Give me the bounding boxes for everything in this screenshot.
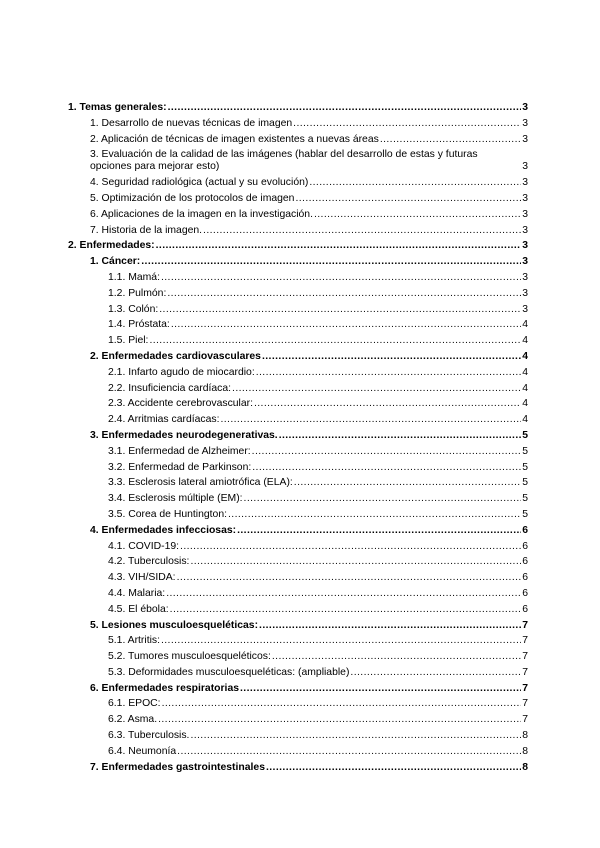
toc-entry-title: 7. Enfermedades gastrointestinales bbox=[90, 761, 265, 773]
toc-entry[interactable] bbox=[68, 177, 528, 189]
dot-leader bbox=[159, 304, 521, 316]
toc-entry-title: 1. Cáncer: bbox=[90, 256, 141, 268]
dot-leader bbox=[252, 446, 522, 458]
dot-leader bbox=[266, 762, 521, 774]
dot-leader bbox=[279, 430, 522, 442]
dot-leader bbox=[168, 102, 522, 114]
toc-entry-page-number: 4 bbox=[522, 335, 528, 347]
toc-entry-page-number: 5 bbox=[522, 508, 528, 520]
toc-entry-page-number: 3 bbox=[522, 177, 528, 189]
toc-entry-page-number: 6 bbox=[522, 524, 528, 536]
toc-entry[interactable] bbox=[68, 225, 528, 237]
toc-entry-page-number: 5 bbox=[522, 445, 528, 457]
dot-leader bbox=[177, 572, 522, 584]
toc-entry[interactable] bbox=[68, 730, 528, 742]
dot-leader bbox=[293, 118, 521, 130]
toc-entry-title: 4.4. Malaria: bbox=[108, 587, 166, 599]
toc-entry-title: 6.4. Neumonía bbox=[108, 745, 177, 757]
toc-entry-title: 1.5. Piel: bbox=[108, 335, 149, 347]
dot-leader bbox=[161, 635, 521, 647]
dot-leader bbox=[244, 493, 522, 505]
toc-entry-page-number: 4 bbox=[522, 398, 528, 410]
toc-entry[interactable] bbox=[68, 620, 528, 632]
toc-entry[interactable] bbox=[68, 319, 528, 331]
toc-entry-page-number: 3 bbox=[522, 287, 528, 299]
toc-entry-page-number: 3 bbox=[522, 271, 528, 283]
toc-entry[interactable] bbox=[68, 762, 528, 774]
dot-leader bbox=[309, 177, 521, 189]
toc-entry-title: 1.1. Mamá: bbox=[108, 271, 160, 283]
toc-entry-title: 3.1. Enfermedad de Alzheimer: bbox=[108, 445, 251, 457]
toc-entry-page-number: 5 bbox=[522, 429, 528, 441]
dot-leader bbox=[228, 509, 521, 521]
toc-entry[interactable] bbox=[68, 118, 528, 130]
toc-entry-page-number: 6 bbox=[522, 603, 528, 615]
toc-entry-title: 2.3. Accidente cerebrovascular: bbox=[108, 398, 253, 410]
dot-leader bbox=[220, 414, 521, 426]
toc-entry[interactable] bbox=[68, 746, 528, 758]
toc-entry-title: 3.3. Esclerosis lateral amiotrófica (ELA): bbox=[108, 477, 293, 489]
toc-entry[interactable] bbox=[68, 335, 528, 347]
toc-entry-page-number: 8 bbox=[522, 745, 528, 757]
toc-entry[interactable] bbox=[68, 272, 528, 284]
toc-entry-page-number: 4 bbox=[522, 414, 528, 426]
toc-entry-title: 2.4. Arritmias cardíacas: bbox=[108, 414, 220, 426]
dot-leader bbox=[141, 256, 521, 268]
toc-entry-page-number: 5 bbox=[522, 461, 528, 473]
table-of-contents bbox=[68, 102, 528, 777]
toc-entry[interactable] bbox=[68, 572, 528, 584]
toc-entry-page-number: 7 bbox=[522, 714, 528, 726]
dot-leader bbox=[254, 398, 521, 410]
toc-entry-title: 5.2. Tumores musculoesqueléticos: bbox=[108, 651, 271, 663]
dot-leader bbox=[259, 620, 521, 632]
toc-entry-title: 4.1. COVID-19: bbox=[108, 540, 180, 552]
toc-entry-title: 1. Temas generales: bbox=[68, 102, 167, 113]
toc-entry-page-number: 7 bbox=[522, 682, 528, 694]
dot-leader bbox=[190, 556, 521, 568]
toc-entry-title: 6.3. Tuberculosis. bbox=[108, 730, 190, 742]
toc-entry-page-number: 4 bbox=[522, 382, 528, 394]
dot-leader bbox=[294, 477, 521, 489]
toc-entry-title: 5. Optimización de los protocolos de imagen bbox=[90, 192, 295, 204]
dot-leader bbox=[295, 193, 521, 205]
toc-entry[interactable] bbox=[68, 288, 528, 300]
toc-entry[interactable] bbox=[68, 304, 528, 316]
toc-entry[interactable] bbox=[68, 367, 528, 379]
toc-entry-page-number: 3 bbox=[522, 161, 528, 173]
toc-entry-title: 1.4. Próstata: bbox=[108, 319, 170, 331]
toc-entry-page-number: 7 bbox=[522, 698, 528, 710]
toc-entry-title: 3. Evaluación de la calidad de las imágenes (hablar del desarrollo de estas y futuras opciones para mejorar esto) bbox=[90, 149, 478, 173]
toc-entry[interactable] bbox=[68, 240, 528, 252]
toc-entry-page-number: 7 bbox=[522, 666, 528, 678]
toc-entry-title: 2.1. Infarto agudo de miocardio: bbox=[108, 366, 255, 378]
dot-leader bbox=[262, 351, 521, 363]
toc-entry-page-number: 3 bbox=[522, 303, 528, 315]
dot-leader bbox=[350, 667, 521, 679]
toc-entry-title: 1.2. Pulmón: bbox=[108, 287, 167, 299]
dot-leader bbox=[171, 319, 521, 331]
toc-entry[interactable] bbox=[68, 541, 528, 553]
toc-entry-page-number: 3 bbox=[522, 256, 528, 268]
toc-entry[interactable] bbox=[68, 102, 528, 114]
dot-leader bbox=[272, 651, 521, 663]
toc-entry[interactable] bbox=[68, 134, 528, 146]
dot-leader bbox=[167, 288, 521, 300]
toc-entry[interactable] bbox=[68, 493, 528, 505]
dot-leader bbox=[156, 240, 522, 252]
toc-entry-page-number: 7 bbox=[522, 619, 528, 631]
toc-entry-title: 5. Lesiones musculoesqueléticas: bbox=[90, 619, 259, 631]
toc-entry[interactable] bbox=[68, 446, 528, 458]
toc-entry-title: 3.2. Enfermedad de Parkinson: bbox=[108, 461, 252, 473]
toc-entry[interactable] bbox=[68, 149, 528, 173]
toc-entry-page-number: 3 bbox=[522, 102, 528, 113]
dot-leader bbox=[380, 134, 521, 146]
toc-entry[interactable] bbox=[68, 209, 528, 221]
dot-leader bbox=[190, 730, 521, 742]
toc-entry-title: 1.3. Colón: bbox=[108, 303, 159, 315]
toc-entry-title: 2. Enfermedades cardiovasculares bbox=[90, 350, 261, 362]
toc-entry[interactable] bbox=[68, 588, 528, 600]
toc-entry-title: 5.1. Artritis: bbox=[108, 635, 160, 647]
toc-entry[interactable] bbox=[68, 635, 528, 647]
toc-entry-page-number: 3 bbox=[522, 192, 528, 204]
toc-entry[interactable] bbox=[68, 556, 528, 568]
toc-entry-title: 1. Desarrollo de nuevas técnicas de imagen bbox=[90, 117, 293, 129]
dot-leader bbox=[177, 746, 521, 758]
dot-leader bbox=[162, 698, 522, 710]
toc-entry[interactable] bbox=[68, 398, 528, 410]
toc-entry-title: 4. Seguridad radiológica (actual y su evolución) bbox=[90, 177, 309, 189]
toc-entry-page-number: 3 bbox=[522, 224, 528, 236]
toc-entry[interactable] bbox=[68, 651, 528, 663]
toc-entry-title: 2. Enfermedades: bbox=[68, 240, 155, 252]
toc-entry-page-number: 8 bbox=[522, 730, 528, 742]
dot-leader bbox=[170, 604, 522, 616]
toc-entry-page-number: 6 bbox=[522, 587, 528, 599]
dot-leader bbox=[240, 683, 521, 695]
toc-entry-page-number: 6 bbox=[522, 540, 528, 552]
toc-entry-page-number: 4 bbox=[522, 319, 528, 331]
toc-entry-page-number: 4 bbox=[522, 366, 528, 378]
dot-leader bbox=[180, 541, 521, 553]
toc-entry-title: 2.2. Insuficiencia cardíaca: bbox=[108, 382, 232, 394]
toc-entry-page-number: 3 bbox=[522, 240, 528, 252]
dot-leader bbox=[161, 272, 521, 284]
toc-entry-title: 2. Aplicación de técnicas de imagen existentes a nuevas áreas bbox=[90, 133, 379, 145]
toc-entry-page-number: 5 bbox=[522, 493, 528, 505]
dot-leader bbox=[149, 335, 521, 347]
toc-entry-page-number: 3 bbox=[522, 117, 528, 129]
toc-entry[interactable] bbox=[68, 462, 528, 474]
toc-entry-title: 6. Enfermedades respiratorias bbox=[90, 682, 240, 694]
toc-entry-page-number: 3 bbox=[522, 133, 528, 145]
toc-entry-page-number: 7 bbox=[522, 651, 528, 663]
toc-entry-page-number: 5 bbox=[522, 477, 528, 489]
toc-entry[interactable] bbox=[68, 383, 528, 395]
toc-entry[interactable] bbox=[68, 351, 528, 363]
toc-entry[interactable] bbox=[68, 525, 528, 537]
toc-entry[interactable] bbox=[68, 667, 528, 679]
toc-entry-title: 3.4. Esclerosis múltiple (EM): bbox=[108, 493, 243, 505]
toc-entry-title: 4. Enfermedades infecciosas: bbox=[90, 524, 237, 536]
dot-leader bbox=[237, 525, 521, 537]
toc-entry[interactable] bbox=[68, 430, 528, 442]
toc-entry-page-number: 6 bbox=[522, 572, 528, 584]
dot-leader bbox=[232, 383, 521, 395]
toc-entry[interactable] bbox=[68, 604, 528, 616]
toc-entry[interactable] bbox=[68, 477, 528, 489]
toc-entry[interactable] bbox=[68, 683, 528, 695]
toc-entry-title: 4.5. El ébola: bbox=[108, 603, 169, 615]
toc-entry-title: 7. Historia de la imagen. bbox=[90, 224, 203, 236]
toc-entry[interactable] bbox=[68, 256, 528, 268]
toc-entry-title: 4.2. Tuberculosis: bbox=[108, 556, 190, 568]
dot-leader bbox=[256, 367, 522, 379]
toc-entry[interactable] bbox=[68, 509, 528, 521]
toc-entry[interactable] bbox=[68, 714, 528, 726]
toc-entry-page-number: 8 bbox=[522, 761, 528, 773]
dot-leader bbox=[252, 462, 521, 474]
dot-leader bbox=[166, 588, 521, 600]
toc-entry-title: 3.5. Corea de Huntington: bbox=[108, 508, 227, 520]
toc-entry-page-number: 7 bbox=[522, 635, 528, 647]
toc-entry-title: 4.3. VIH/SIDA: bbox=[108, 572, 176, 584]
toc-entry-page-number: 3 bbox=[522, 208, 528, 220]
toc-entry[interactable] bbox=[68, 698, 528, 710]
toc-entry-page-number: 6 bbox=[522, 556, 528, 568]
toc-entry-title: 5.3. Deformidades musculoesqueléticas: (ampliable) bbox=[108, 666, 350, 678]
toc-entry-page-number: 4 bbox=[522, 350, 528, 362]
dot-leader bbox=[314, 209, 521, 221]
toc-entry-title: 6.2. Asma. bbox=[108, 714, 158, 726]
toc-entry[interactable] bbox=[68, 414, 528, 426]
dot-leader bbox=[203, 225, 521, 237]
toc-entry-title: 3. Enfermedades neurodegenerativas. bbox=[90, 429, 278, 441]
toc-entry-title: 6. Aplicaciones de la imagen en la investigación. bbox=[90, 208, 313, 220]
toc-entry[interactable] bbox=[68, 193, 528, 205]
toc-entry-title: 6.1. EPOC: bbox=[108, 698, 161, 710]
dot-leader bbox=[158, 714, 521, 726]
